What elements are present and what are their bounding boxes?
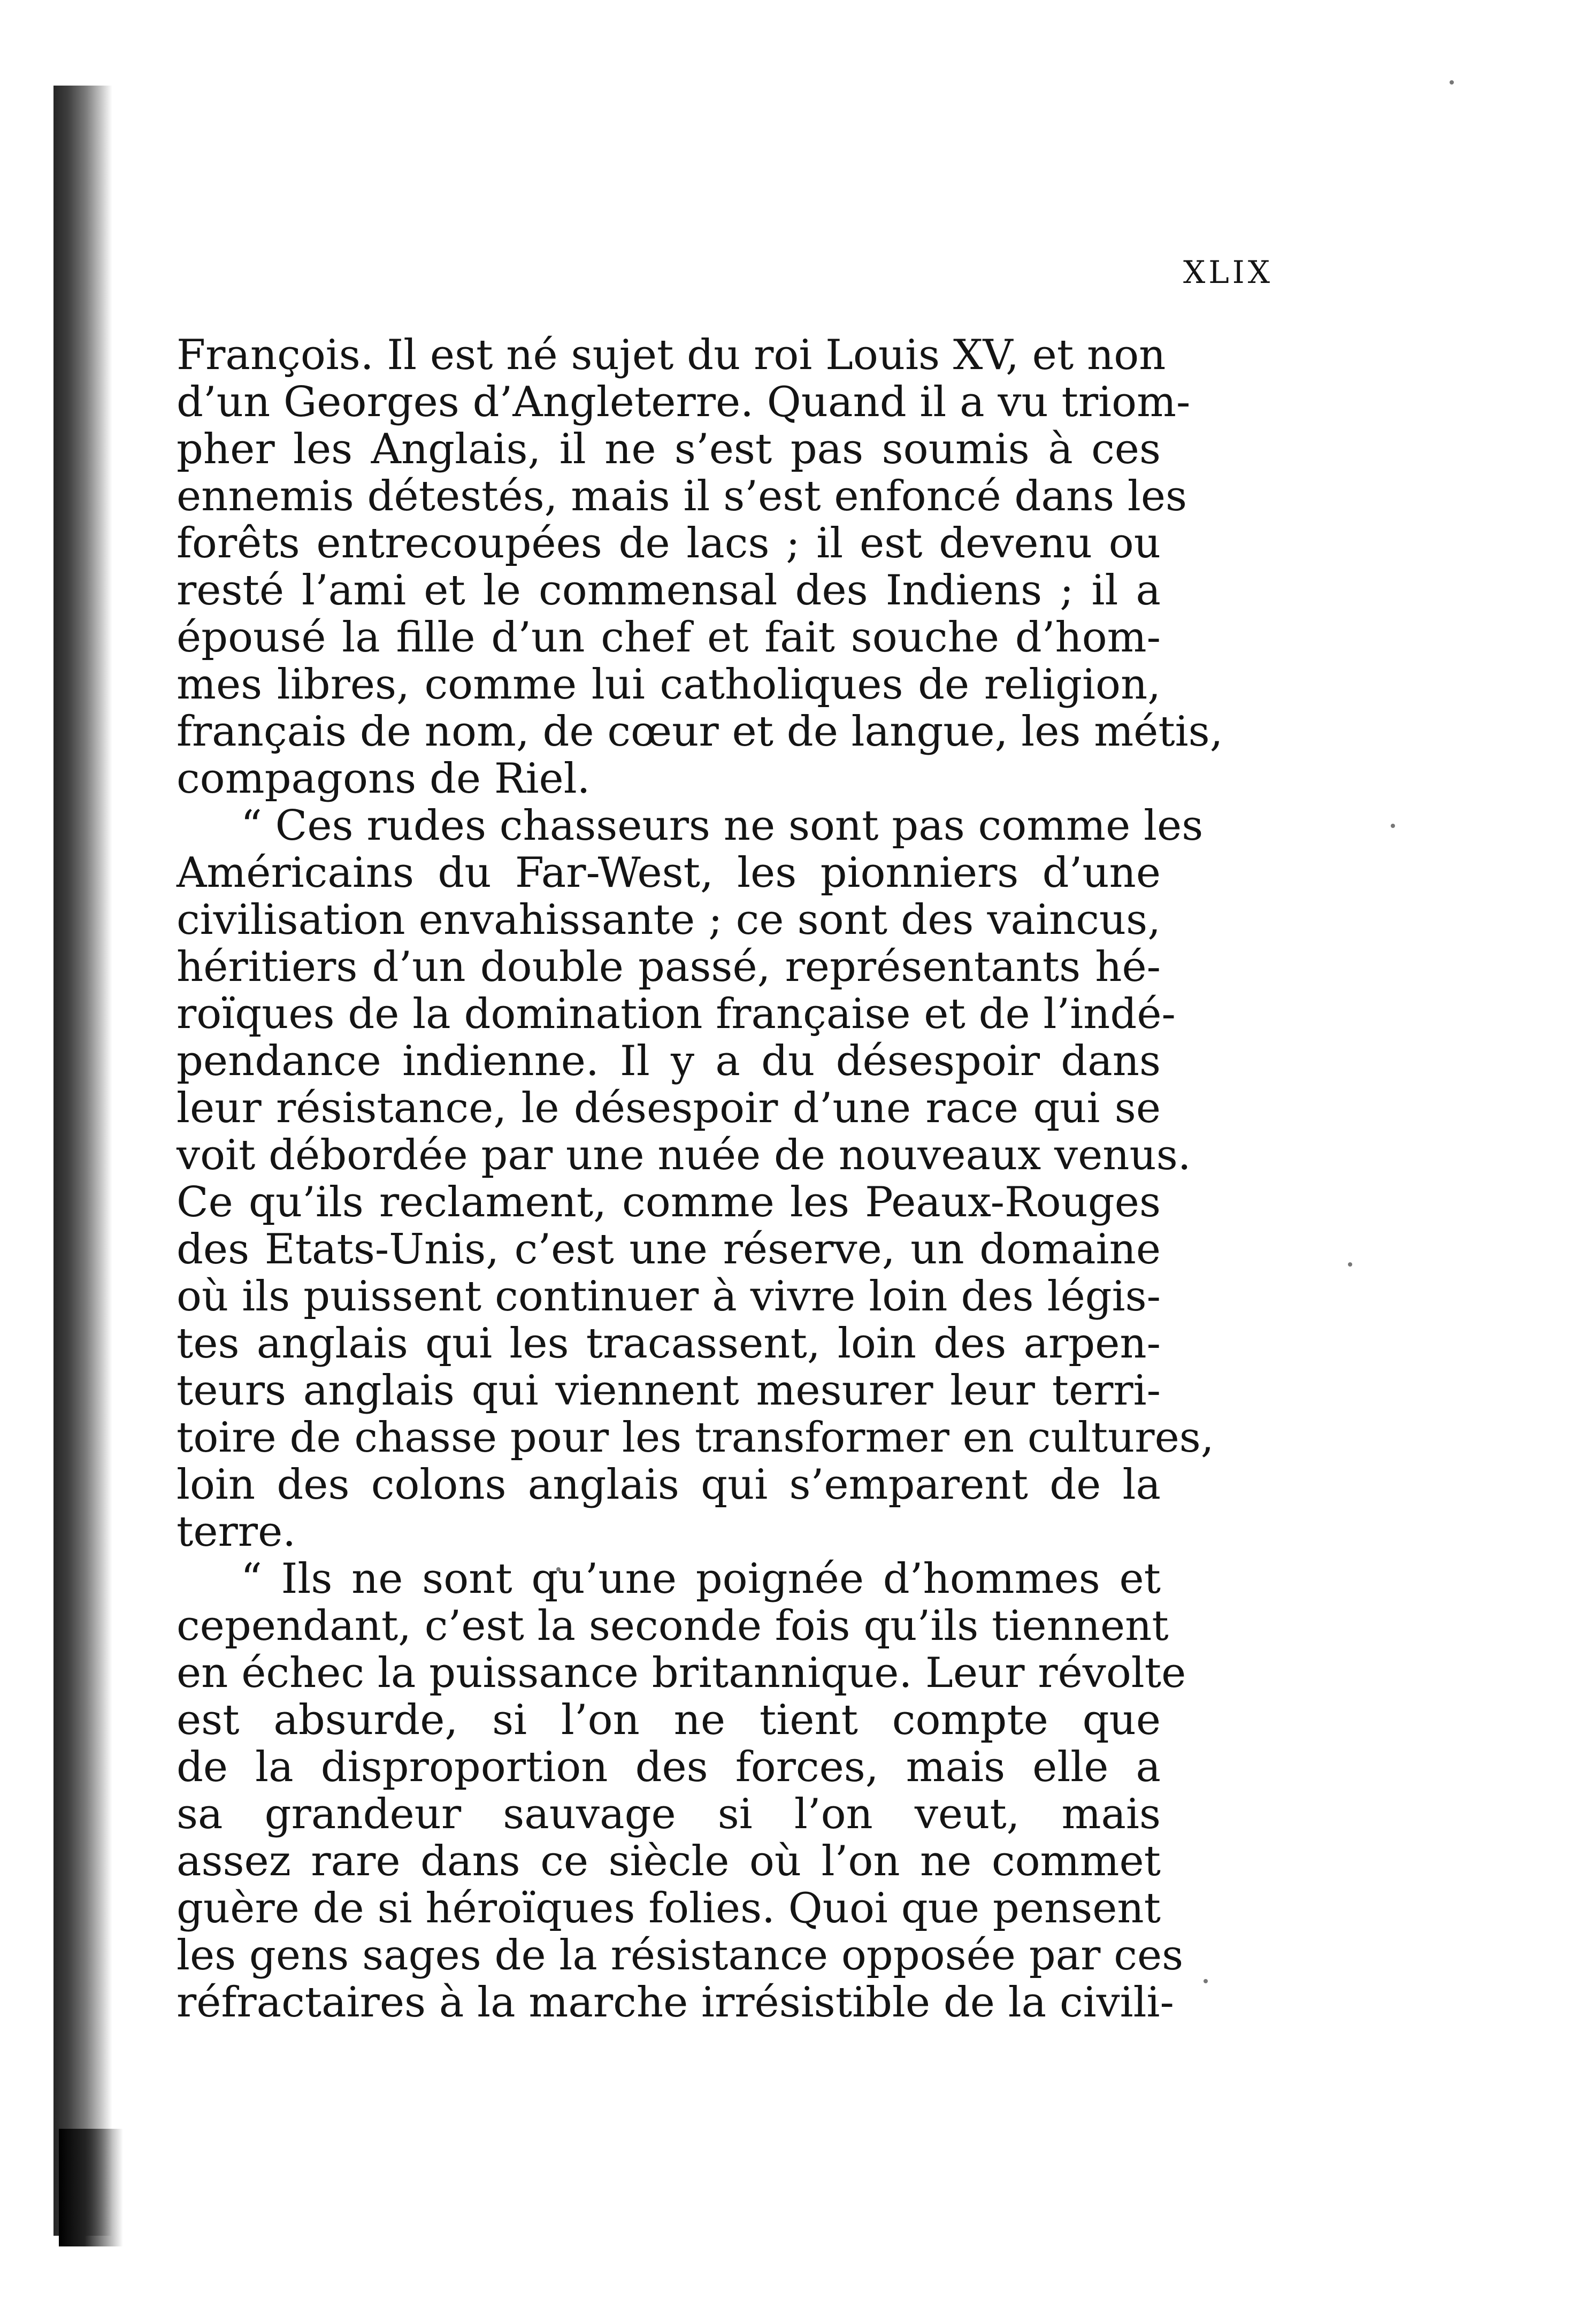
text-line: Américains du Far-West, les pionniers d’une (177, 849, 1161, 897)
page-body (177, 331, 1223, 2027)
text-line: voit débordée par une nuée de nouveaux venus. (177, 1131, 1191, 1179)
text-line: français de nom, de cœur et de langue, les métis, (177, 708, 1223, 756)
text-line: les gens sages de la résistance opposée par ces (177, 1931, 1184, 1980)
text-line: où ils puissent continuer à vivre loin des légis- (177, 1272, 1161, 1321)
text-line: tes anglais qui les tracassent, loin des arpen- (177, 1320, 1161, 1368)
text-line: assez rare dans ce siècle où l’on ne commet (177, 1837, 1161, 1885)
binding-shadow-bottom (59, 2129, 123, 2246)
text-line: des Etats-Unis, c’est une réserve, un domaine (177, 1225, 1161, 1274)
text-line: est absurde, si l’on ne tient compte que (177, 1696, 1161, 1744)
text-line: roïques de la domination française et de l’indé- (177, 990, 1176, 1038)
paragraph-first-line: “ Ces rudes chasseurs ne sont pas comme les (241, 802, 1204, 850)
text-line: ennemis détestés, mais il s’est enfoncé dans les (177, 472, 1187, 520)
text-line: toire de chasse pour les transformer en cultures, (177, 1414, 1214, 1462)
text-line: pher les Anglais, il ne s’est pas soumis à ces (177, 425, 1161, 473)
text-line: teurs anglais qui viennent mesurer leur terri- (177, 1367, 1161, 1415)
text-line: François. Il est né sujet du roi Louis XV, et non (177, 331, 1166, 379)
page-speck (1348, 1262, 1352, 1267)
text-line: compagons de Riel. (177, 755, 591, 803)
text-line: de la disproportion des forces, mais elle a (177, 1743, 1161, 1791)
text-line: Ce qu’ils reclament, comme les Peaux-Rouges (177, 1178, 1161, 1226)
paragraph-first-line: “ Ils ne sont qu’une poignée d’hommes et (241, 1555, 1161, 1603)
page-speck (1204, 1979, 1208, 1983)
text-line: leur résistance, le désespoir d’une race qui se (177, 1084, 1161, 1132)
text-line: civilisation envahissante ; ce sont des vaincus, (177, 896, 1161, 944)
text-line: pendance indienne. Il y a du désespoir dans (177, 1037, 1161, 1085)
text-line: forêts entrecoupées de lacs ; il est devenu ou (177, 519, 1161, 567)
text-line: héritiers d’un double passé, représentants hé- (177, 943, 1161, 991)
text-line: d’un Georges d’Angleterre. Quand il a vu triom- (177, 378, 1191, 426)
text-line: resté l’ami et le commensal des Indiens ; il a (177, 566, 1161, 615)
text-line: en échec la puissance britannique. Leur révolte (177, 1649, 1186, 1697)
text-line: cependant, c’est la seconde fois qu’ils tiennent (177, 1602, 1169, 1650)
text-line: guère de si héroïques folies. Quoi que pensent (177, 1884, 1161, 1932)
text-line: mes libres, comme lui catholiques de religion, (177, 661, 1161, 709)
text-line: loin des colons anglais qui s’emparent de la (177, 1461, 1161, 1509)
page-number: XLIX (1183, 254, 1273, 290)
text-line: terre. (177, 1508, 296, 1556)
text-line: épousé la fille d’un chef et fait souche d’hom- (177, 613, 1161, 662)
text-line: réfractaires à la marche irrésistible de la civili- (177, 1978, 1174, 2027)
page-speck (1391, 824, 1395, 828)
page-speck (1450, 80, 1454, 85)
text-line: sa grandeur sauvage si l’on veut, mais (177, 1790, 1161, 1838)
binding-shadow (53, 86, 112, 2236)
